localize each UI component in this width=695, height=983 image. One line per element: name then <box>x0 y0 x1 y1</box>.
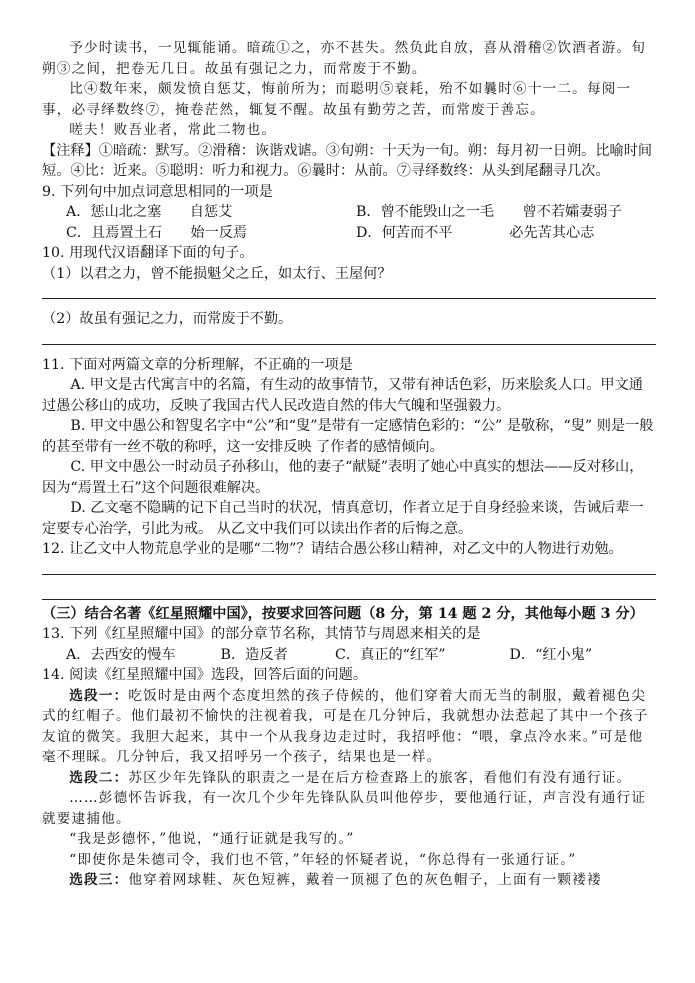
segment-text: 吃饭时是由两个态度坦然的孩子侍候的，他们穿着大而无当的制服，戴着褪色尖式的红帽子。他们最初不愉快的注视着我，可是在几分钟后，我就想办法惹起了其中一个孩子友谊的微笑。我胆大起来，其中一个从我身边走过时，我招呼他：“喂，拿点冷水来。”可是他毫不理睬。几分钟后，我又招呼另一个孩子，结果也是一样。 <box>42 687 649 765</box>
q10-stem: 10. 用现代汉语翻译下面的句子。 <box>42 245 254 261</box>
q9-stem: 9. 下列句中加点词意思相同的一项是 <box>42 183 273 200</box>
answer-line[interactable] <box>42 284 656 299</box>
q11-option-c[interactable]: C. 甲文中愚公一时动员子孙移山，他的妻子“献疑”表明了她心中真实的想法——反对移山， 因为“焉置土石”这个问题很难解决。 <box>42 459 644 496</box>
q9-option-b[interactable]: B．曾不能毁山之一毛 曾不若孀妻弱子 <box>356 204 622 220</box>
question-11 <box>42 355 656 540</box>
q14-stem: 14. 阅读《红星照耀中国》选段，回答后面的问题。 <box>42 667 368 683</box>
q14-segment-2 <box>42 768 656 789</box>
q11-option-b[interactable]: B. 甲文中愚公和智叟名字中“公”和“叟”是带有一定感情色彩的：“公” 是敬称，“叟” 则是一般的甚至带有一丝不敬的称呼，这一安排反映 了作者的感情倾向。 <box>42 418 654 455</box>
q11-option-d[interactable]: D. 乙文毫不隐瞒的记下自己当时的状况，情真意切，作者立足于自身经验来谈，告诫后辈一定要专心治学，引此为戒。 从乙文中我们可以读出作者的后悔之意。 <box>42 500 644 537</box>
segment-label: 选段一： <box>69 687 129 704</box>
q9-option-c[interactable]: C．且焉置土石 始一反焉 <box>66 224 248 241</box>
question-14 <box>42 665 656 891</box>
segment-label: 选段三： <box>69 872 129 888</box>
q13-option-b[interactable]: B．造反者 <box>220 646 288 663</box>
q10-sentence-1: （1）以君之力，曾不能损魁父之丘，如太行、王屋何？ <box>42 265 392 282</box>
q13-option-c[interactable]: C．真正的“红军” <box>335 646 446 663</box>
q12-stem: 12. 让乙文中人物荒息学业的是哪“二物”？请结合愚公移山精神，对乙文中的人物进行劝勉。 <box>42 541 623 557</box>
question-10 <box>42 243 656 345</box>
q14-segment-3 <box>42 870 656 891</box>
q13-option-d[interactable]: D．“红小鬼” <box>509 646 593 663</box>
segment-text: 他穿着网球鞋、灰色短裤，戴着一顶褪了色的灰色帽子，上面有一颗褛褛 <box>128 872 602 888</box>
question-12 <box>42 539 656 600</box>
answer-line[interactable] <box>42 585 656 600</box>
q13-stem: 13. 下列《红星照耀中国》的部分章节名称，其情节与周恩来相关的是 <box>42 626 481 642</box>
passage-b <box>42 38 656 141</box>
q10-sentence-2: （2）故虽有强记之力，而常废于不勤。 <box>42 311 293 327</box>
q11-option-a[interactable]: A. 甲文是古代寓言中的名篇，有生动的故事情节，又带有神话色彩，历来脍炙人口。甲文通过愚公移山的成功，反映了我国古代人民改造自然的伟大气魄和坚强毅力。 <box>42 377 643 414</box>
q14-segment-2-text: ……彭德怀告诉我，有一次几个少年先锋队队员叫他停步，要他通行证，声言没有通行证就要逮捕他。 <box>42 790 647 827</box>
q14-segment-2-text: “即使你是朱德司令，我们也不管，”年轻的怀疑者说，“你总得有一张通行证。” <box>69 851 577 868</box>
question-13 <box>42 624 656 665</box>
question-9 <box>42 182 656 244</box>
q14-segment-1 <box>42 686 656 768</box>
exam-page <box>42 38 656 891</box>
q13-options <box>42 645 656 666</box>
q9-option-a[interactable]: A．惩山北之塞 自惩艾 <box>66 204 233 220</box>
passage-paragraph: 予少时读书，一见辄能诵。暗疏①之，亦不甚失。然负此自放，喜从滑稽②饮酒者游。旬朔③之间，把卷无几日。故虽有强记之力，而常废于不勤。 <box>42 40 647 77</box>
answer-line[interactable] <box>42 560 656 575</box>
passage-paragraph: 嗟夫！败吾业者，常此二物也。 <box>69 122 277 138</box>
answer-line[interactable] <box>42 330 656 345</box>
passage-paragraph: 比④数年来，颇发愤自惩艾，悔前所为；而聪明⑤衰耗，殆不如曩时⑥十一二。每阅一事，必寻绎数终⑦，掩卷茫然，辄复不醒。故虽有勤劳之苦，而常废于善忘。 <box>42 81 632 118</box>
q14-segment-2-text: “我是彭德怀，”他说，“通行证就是我写的。” <box>69 831 355 847</box>
q13-option-a[interactable]: A．去西安的慢车 <box>66 646 176 663</box>
segment-label: 选段二： <box>69 769 129 786</box>
q9-options <box>42 202 656 243</box>
q11-stem: 11. 下面对两篇文章的分析理解，不正确的一项是 <box>42 356 353 373</box>
segment-text: 苏区少年先锋队的职责之一是在后方检查路上的旅客，看他们有没有通行证。 <box>128 769 632 786</box>
q9-option-d[interactable]: D．何苦而不平 必先苦其心志 <box>356 224 595 241</box>
notes: 【注释】①暗疏：默写。②滑稽：诙谐戏谑。③旬朔：十天为一旬。朔：每月初一日朔。比喻时间短。④比：近来。⑤聪明：听力和视力。⑥曩时：从前。⑦寻绎数终：从头到尾翻寻几次。 <box>42 142 653 179</box>
part-3-heading: （三）结合名著《红星照耀中国》，按要求回答问题（8 分，第 14 题 2 分，其他每小题 3 分） <box>42 605 644 622</box>
